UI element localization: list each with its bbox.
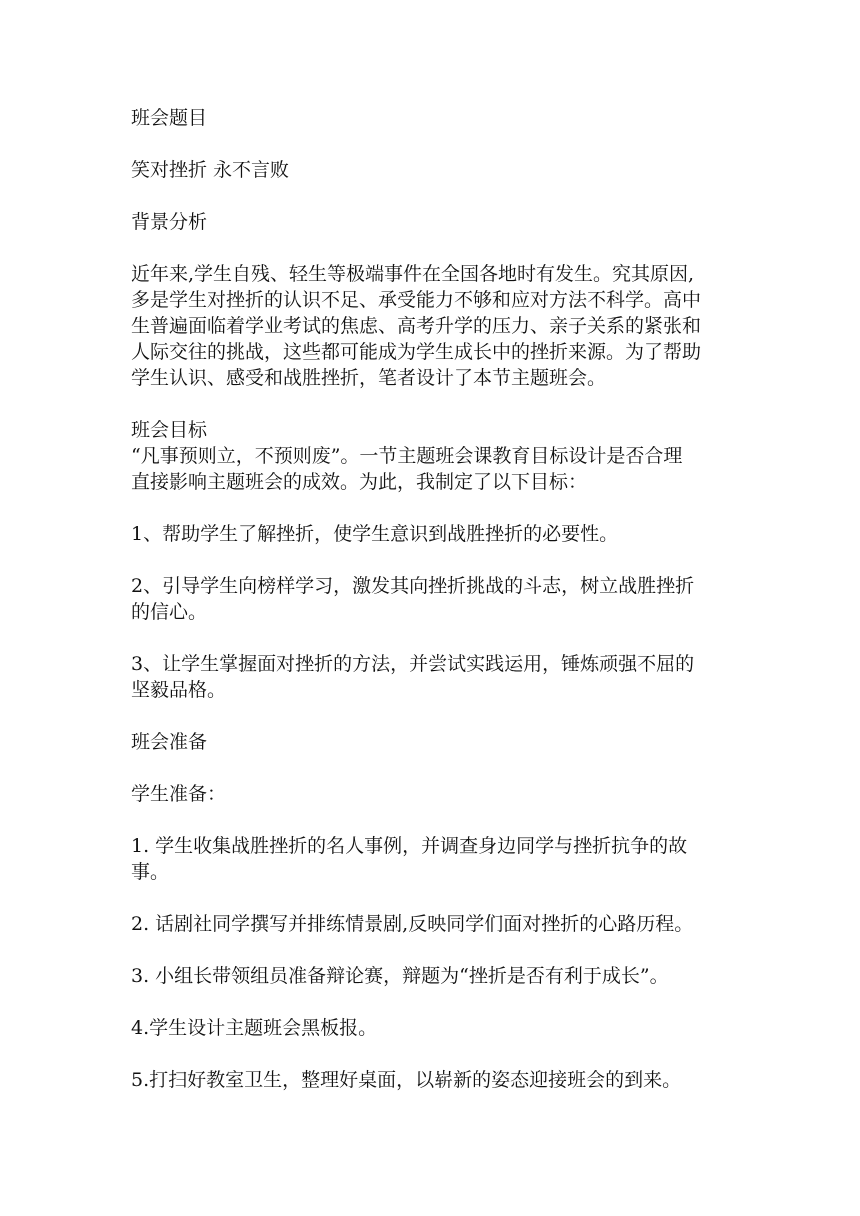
prep-item-5: 5.打扫好教室卫生，整理好桌面，以崭新的姿态迎接班会的到来。 <box>131 1069 682 1091</box>
prep-item-1-line: 1. 学生收集战胜挫折的名人事例，并调查身边同学与挫折抗争的故 <box>131 835 688 857</box>
heading-class-goals: 班会目标 <box>131 419 208 441</box>
goals-intro-line: 直接影响主题班会的成效。为此，我制定了以下目标： <box>131 471 588 493</box>
heading-class-preparation: 班会准备 <box>131 731 208 753</box>
goal-item-1: 1、帮助学生了解挫折，使学生意识到战胜挫折的必要性。 <box>131 523 619 545</box>
background-line: 近年来,学生自残、轻生等极端事件在全国各地时有发生。究其原因, <box>131 263 695 285</box>
background-line: 学生认识、感受和战胜挫折，笔者设计了本节主题班会。 <box>131 367 607 389</box>
background-line: 多是学生对挫折的认识不足、承受能力不够和应对方法不科学。高中 <box>131 289 702 311</box>
goal-item-2-line: 的信心。 <box>131 601 208 623</box>
background-line: 人际交往的挑战，这些都可能成为学生成长中的挫折来源。为了帮助 <box>131 341 702 363</box>
goals-intro-line: “凡事预则立，不预则废”。一节主题班会课教育目标设计是否合理 <box>131 445 683 467</box>
prep-item-3: 3. 小组长带领组员准备辩论赛，辩题为“挫折是否有利于成长”。 <box>131 965 669 987</box>
heading-class-topic: 班会题目 <box>131 107 208 129</box>
heading-student-preparation: 学生准备： <box>131 783 227 805</box>
prep-item-2: 2. 话剧社同学撰写并排练情景剧,反映同学们面对挫折的心路历程。 <box>131 913 694 935</box>
goal-item-2-line: 2、引导学生向榜样学习，激发其向挫折挑战的斗志，树立战胜挫折 <box>131 575 695 597</box>
goal-item-3-line: 坚毅品格。 <box>131 679 227 701</box>
goal-item-3-line: 3、让学生掌握面对挫折的方法，并尝试实践运用，锤炼顽强不屈的 <box>131 653 695 675</box>
background-line: 生普遍面临着学业考试的焦虑、高考升学的压力、亲子关系的紧张和 <box>131 315 702 337</box>
heading-background-analysis: 背景分析 <box>131 211 208 233</box>
prep-item-4: 4.学生设计主题班会黑板报。 <box>131 1017 378 1039</box>
class-meeting-title: 笑对挫折 永不言败 <box>131 159 290 181</box>
prep-item-1-line: 事。 <box>131 861 170 883</box>
